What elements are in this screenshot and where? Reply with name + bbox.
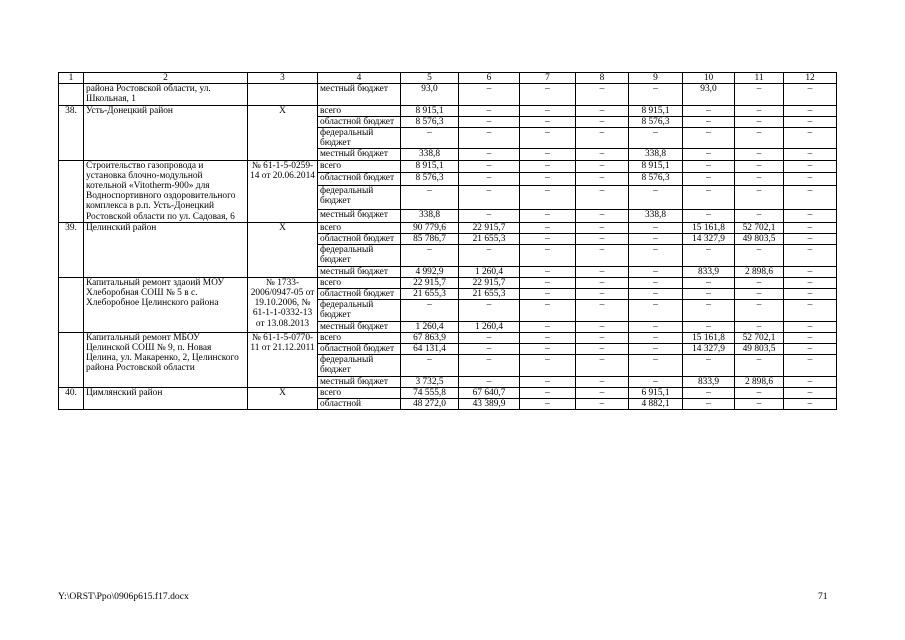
value-cell: 48 272,0 <box>401 399 459 410</box>
value-cell: – <box>520 321 576 332</box>
column-number: 7 <box>520 73 576 84</box>
value-cell: 6 915,1 <box>629 387 683 398</box>
value-cell: – <box>520 222 576 233</box>
value-cell: 21 655,3 <box>459 234 520 245</box>
value-cell: 14 327,9 <box>683 344 735 355</box>
value-cell: – <box>576 321 629 332</box>
value-cell: – <box>683 149 735 160</box>
budget-source: федеральный бюджет <box>318 245 401 266</box>
value-cell: – <box>629 321 683 332</box>
object-name: Цимлянский район <box>84 387 248 409</box>
value-cell: – <box>576 355 629 376</box>
value-cell: 8 915,1 <box>401 105 459 116</box>
value-cell: 338,8 <box>629 210 683 223</box>
column-number: 9 <box>629 73 683 84</box>
value-cell: – <box>459 116 520 127</box>
value-cell: – <box>784 399 837 410</box>
value-cell: – <box>459 84 520 105</box>
value-cell: – <box>520 173 576 186</box>
row-number <box>59 332 84 387</box>
budget-source: федеральный бюджет <box>318 300 401 321</box>
value-cell: – <box>784 277 837 288</box>
value-cell: – <box>576 376 629 387</box>
value-cell: – <box>520 116 576 127</box>
value-cell: – <box>784 376 837 387</box>
value-cell: – <box>629 222 683 233</box>
value-cell: 8 576,3 <box>401 116 459 127</box>
column-number: 12 <box>784 73 837 84</box>
value-cell: – <box>784 149 837 160</box>
document-ref: № 61-1-5-0259-14 от 20.06.2014 <box>248 160 318 222</box>
value-cell: – <box>576 173 629 186</box>
value-cell: 1 260,4 <box>459 321 520 332</box>
value-cell: – <box>735 149 784 160</box>
value-cell: 52 702,1 <box>735 332 784 343</box>
budget-source: всего <box>318 222 401 233</box>
object-name: района Ростовской области, ул. Школьная, 1 <box>84 84 248 105</box>
value-cell: – <box>683 399 735 410</box>
budget-source: областной бюджет <box>318 234 401 245</box>
value-cell: – <box>784 300 837 321</box>
value-cell: – <box>683 245 735 266</box>
value-cell: – <box>576 185 629 209</box>
value-cell: 338,8 <box>401 149 459 160</box>
value-cell: – <box>576 344 629 355</box>
value-cell: – <box>683 355 735 376</box>
budget-source: местный бюджет <box>318 210 401 223</box>
value-cell: – <box>735 245 784 266</box>
column-number: 5 <box>401 73 459 84</box>
value-cell: – <box>520 266 576 277</box>
value-cell: – <box>401 185 459 209</box>
table-row <box>59 222 837 233</box>
value-cell: – <box>683 116 735 127</box>
table-row <box>59 105 837 116</box>
row-number <box>59 277 84 332</box>
value-cell: – <box>520 210 576 223</box>
column-number: 10 <box>683 73 735 84</box>
value-cell: – <box>735 210 784 223</box>
budget-source: местный бюджет <box>318 266 401 277</box>
column-number: 6 <box>459 73 520 84</box>
value-cell: – <box>784 321 837 332</box>
budget-source: местный бюджет <box>318 321 401 332</box>
object-name: Усть-Донецкий район <box>84 105 248 160</box>
value-cell: – <box>784 128 837 149</box>
value-cell: – <box>576 160 629 173</box>
value-cell: – <box>735 160 784 173</box>
value-cell: – <box>735 321 784 332</box>
value-cell: 8 915,1 <box>629 160 683 173</box>
value-cell: – <box>784 344 837 355</box>
value-cell: – <box>735 84 784 105</box>
value-cell: 1 260,4 <box>401 321 459 332</box>
document-ref: Х <box>248 222 318 277</box>
document-ref: Х <box>248 105 318 160</box>
value-cell: – <box>576 105 629 116</box>
value-cell: – <box>735 387 784 398</box>
value-cell: – <box>520 149 576 160</box>
value-cell: 2 898,6 <box>735 266 784 277</box>
value-cell: 4 882,1 <box>629 399 683 410</box>
table-row <box>59 277 837 288</box>
value-cell: – <box>683 210 735 223</box>
column-number: 2 <box>84 73 248 84</box>
row-number: 38. <box>59 105 84 160</box>
value-cell: – <box>576 289 629 300</box>
value-cell: – <box>683 128 735 149</box>
value-cell: – <box>401 355 459 376</box>
value-cell: – <box>735 105 784 116</box>
value-cell: – <box>520 344 576 355</box>
column-number-row <box>59 73 837 84</box>
budget-source: всего <box>318 160 401 173</box>
value-cell: 64 131,4 <box>401 344 459 355</box>
value-cell: – <box>784 222 837 233</box>
value-cell: – <box>784 266 837 277</box>
value-cell: – <box>520 234 576 245</box>
value-cell: – <box>683 185 735 209</box>
value-cell: 338,8 <box>401 210 459 223</box>
value-cell: – <box>520 277 576 288</box>
value-cell: – <box>576 266 629 277</box>
value-cell: – <box>784 387 837 398</box>
value-cell: – <box>735 300 784 321</box>
value-cell: – <box>576 234 629 245</box>
value-cell: – <box>576 399 629 410</box>
value-cell: 8 576,3 <box>401 173 459 186</box>
budget-source: областной бюджет <box>318 344 401 355</box>
value-cell: 22 915,7 <box>459 277 520 288</box>
value-cell: – <box>576 277 629 288</box>
value-cell: – <box>683 300 735 321</box>
value-cell: 1 260,4 <box>459 266 520 277</box>
budget-source: местный бюджет <box>318 84 401 105</box>
document-ref: Х <box>248 387 318 409</box>
value-cell: – <box>629 289 683 300</box>
value-cell: 93,0 <box>401 84 459 105</box>
column-number: 3 <box>248 73 318 84</box>
value-cell: – <box>576 84 629 105</box>
budget-source: областной бюджет <box>318 116 401 127</box>
column-number: 8 <box>576 73 629 84</box>
value-cell: – <box>629 355 683 376</box>
value-cell: – <box>520 399 576 410</box>
budget-source: областной <box>318 399 401 410</box>
value-cell: 8 915,1 <box>629 105 683 116</box>
value-cell: 8 576,3 <box>629 116 683 127</box>
value-cell: – <box>784 289 837 300</box>
value-cell: 21 655,3 <box>401 289 459 300</box>
value-cell: 4 992,9 <box>401 266 459 277</box>
value-cell: – <box>520 105 576 116</box>
value-cell: – <box>629 84 683 105</box>
value-cell: 49 803,5 <box>735 234 784 245</box>
value-cell: – <box>520 387 576 398</box>
value-cell: – <box>735 128 784 149</box>
value-cell: – <box>401 300 459 321</box>
value-cell: 74 555,8 <box>401 387 459 398</box>
value-cell: – <box>576 128 629 149</box>
value-cell: – <box>459 376 520 387</box>
value-cell: 14 327,9 <box>683 234 735 245</box>
value-cell: – <box>459 173 520 186</box>
value-cell: – <box>629 128 683 149</box>
value-cell: – <box>784 84 837 105</box>
budget-source: федеральный бюджет <box>318 355 401 376</box>
value-cell: – <box>459 105 520 116</box>
value-cell: – <box>576 149 629 160</box>
budget-source: всего <box>318 332 401 343</box>
value-cell: – <box>459 300 520 321</box>
value-cell: – <box>459 245 520 266</box>
budget-table <box>58 72 837 410</box>
budget-source: федеральный бюджет <box>318 128 401 149</box>
value-cell: – <box>520 128 576 149</box>
value-cell: – <box>576 210 629 223</box>
value-cell: – <box>784 234 837 245</box>
value-cell: – <box>784 332 837 343</box>
table-row <box>59 387 837 398</box>
value-cell: – <box>784 173 837 186</box>
value-cell: – <box>520 300 576 321</box>
value-cell: – <box>459 210 520 223</box>
value-cell: 90 779,6 <box>401 222 459 233</box>
value-cell: 67 640,7 <box>459 387 520 398</box>
object-name: Капитальный ремонт здаоий МОУ Хлеборобная СОШ № 5 в с. Хлеборобное Целинского района <box>84 277 248 332</box>
value-cell: 22 915,7 <box>459 222 520 233</box>
document-ref: № 61-1-5-0770-11 от 21.12.2011 <box>248 332 318 387</box>
value-cell: – <box>520 84 576 105</box>
object-name: Строительство газопровода и установка блочно-модульной котельной «Vitotherm-900» для Водноспортивного оздоровительного комплекса в р.п. Усть-Донецкий Ростовской области по ул. Садовая, 6 <box>84 160 248 222</box>
budget-source: областной бюджет <box>318 173 401 186</box>
budget-source: всего <box>318 105 401 116</box>
value-cell: – <box>784 355 837 376</box>
value-cell: – <box>784 185 837 209</box>
budget-source: всего <box>318 277 401 288</box>
value-cell: 3 732,5 <box>401 376 459 387</box>
value-cell: 8 915,1 <box>401 160 459 173</box>
object-name: Капитальный ремонт МБОУ Целинской СОШ № 9, п. Новая Целина, ул. Макаренко, 2, Целинского района Ростовской области <box>84 332 248 387</box>
value-cell: – <box>459 185 520 209</box>
column-number: 11 <box>735 73 784 84</box>
value-cell: – <box>629 376 683 387</box>
row-number <box>59 160 84 222</box>
value-cell: – <box>629 332 683 343</box>
value-cell: 15 161,8 <box>683 222 735 233</box>
value-cell: – <box>735 185 784 209</box>
value-cell: – <box>683 321 735 332</box>
column-number: 1 <box>59 73 84 84</box>
value-cell: – <box>735 355 784 376</box>
value-cell: 52 702,1 <box>735 222 784 233</box>
value-cell: – <box>683 105 735 116</box>
value-cell: – <box>401 245 459 266</box>
value-cell: 85 786,7 <box>401 234 459 245</box>
value-cell: – <box>735 289 784 300</box>
value-cell: – <box>576 245 629 266</box>
value-cell: 22 915,7 <box>401 277 459 288</box>
value-cell: – <box>520 160 576 173</box>
value-cell: – <box>735 116 784 127</box>
value-cell: – <box>520 376 576 387</box>
value-cell: – <box>629 245 683 266</box>
column-number: 4 <box>318 73 401 84</box>
value-cell: 21 655,3 <box>459 289 520 300</box>
value-cell: – <box>520 289 576 300</box>
document-ref: № 1733-2006/0947-05 от 19.10.2006, № 61-1-1-0332-13 от 13.08.2013 <box>248 277 318 332</box>
footer-file-path: Y:\ORST\Ppo\0906p615.f17.docx <box>58 591 189 602</box>
value-cell: 833,9 <box>683 376 735 387</box>
value-cell: 8 576,3 <box>629 173 683 186</box>
value-cell: – <box>784 210 837 223</box>
value-cell: – <box>459 355 520 376</box>
value-cell: – <box>459 149 520 160</box>
value-cell: – <box>784 116 837 127</box>
value-cell: – <box>459 160 520 173</box>
value-cell: – <box>735 173 784 186</box>
value-cell: 2 898,6 <box>735 376 784 387</box>
value-cell: 833,9 <box>683 266 735 277</box>
value-cell: – <box>629 266 683 277</box>
value-cell: 15 161,8 <box>683 332 735 343</box>
value-cell: – <box>576 222 629 233</box>
table-row <box>59 84 837 105</box>
budget-source: местный бюджет <box>318 149 401 160</box>
value-cell: 49 803,5 <box>735 344 784 355</box>
value-cell: – <box>576 332 629 343</box>
value-cell: – <box>576 387 629 398</box>
value-cell: – <box>520 355 576 376</box>
value-cell: – <box>735 399 784 410</box>
row-number: 39. <box>59 222 84 277</box>
value-cell: – <box>683 160 735 173</box>
value-cell: – <box>784 245 837 266</box>
value-cell: – <box>520 245 576 266</box>
value-cell: – <box>459 332 520 343</box>
value-cell: 338,8 <box>629 149 683 160</box>
value-cell: – <box>576 116 629 127</box>
value-cell: 93,0 <box>683 84 735 105</box>
budget-source: всего <box>318 387 401 398</box>
value-cell: – <box>520 332 576 343</box>
footer-page-number: 71 <box>818 591 828 602</box>
value-cell: – <box>629 344 683 355</box>
value-cell: – <box>683 277 735 288</box>
value-cell: – <box>735 277 784 288</box>
value-cell: – <box>784 160 837 173</box>
object-name: Целинский район <box>84 222 248 277</box>
value-cell: – <box>629 300 683 321</box>
value-cell: – <box>784 105 837 116</box>
value-cell: – <box>401 128 459 149</box>
value-cell: – <box>629 234 683 245</box>
table-row <box>59 160 837 173</box>
budget-source: федеральный бюджет <box>318 185 401 209</box>
value-cell: – <box>629 277 683 288</box>
value-cell: – <box>683 173 735 186</box>
value-cell: 43 389,9 <box>459 399 520 410</box>
row-number: 40. <box>59 387 84 409</box>
value-cell: – <box>576 300 629 321</box>
value-cell: – <box>520 185 576 209</box>
value-cell: – <box>683 387 735 398</box>
budget-source: областной бюджет <box>318 289 401 300</box>
value-cell: – <box>459 344 520 355</box>
value-cell: – <box>683 289 735 300</box>
table-row <box>59 332 837 343</box>
value-cell: – <box>459 128 520 149</box>
value-cell: – <box>629 185 683 209</box>
document-ref <box>248 84 318 105</box>
budget-source: местный бюджет <box>318 376 401 387</box>
row-number <box>59 84 84 105</box>
value-cell: 67 863,9 <box>401 332 459 343</box>
